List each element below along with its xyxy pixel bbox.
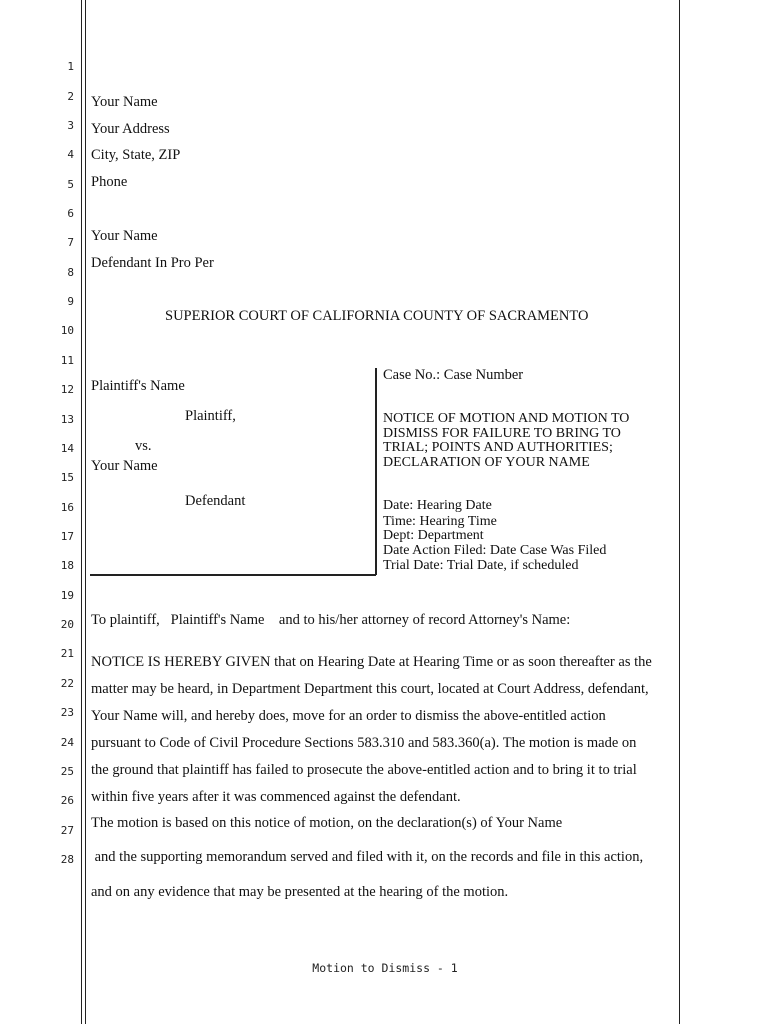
trial-date: Trial Date: Trial Date, if scheduled xyxy=(383,558,579,573)
line-number: 9 xyxy=(67,295,74,308)
court-title: SUPERIOR COURT OF CALIFORNIA COUNTY OF SACRAMENTO xyxy=(165,308,589,324)
caption-divider-vertical xyxy=(375,368,377,575)
line-number: 14 xyxy=(60,442,74,455)
line-number: 3 xyxy=(67,119,74,132)
line-number: 5 xyxy=(67,178,74,191)
party-address: Your Address xyxy=(91,121,170,137)
hearing-dept: Dept: Department xyxy=(383,528,484,543)
case-number: Case No.: Case Number xyxy=(383,367,524,383)
line-number: 12 xyxy=(60,383,74,396)
party-name-2: Your Name xyxy=(91,228,158,244)
line-number: 17 xyxy=(60,530,74,543)
line-number: 22 xyxy=(60,677,74,690)
line-number: 27 xyxy=(60,824,74,837)
salutation: To plaintiff, Plaintiff's Name and to his/her attorney of record Attorney's Name: xyxy=(91,612,571,628)
line-number: 20 xyxy=(60,618,74,631)
line-number: 24 xyxy=(60,736,74,749)
notice-line: the ground that plaintiff has failed to prosecute the above-entitled action and to bring it to trial xyxy=(91,762,637,778)
line-number: 13 xyxy=(60,413,74,426)
basis-line: and the supporting memorandum served and filed with it, on the records and file in this action, xyxy=(91,849,644,865)
hearing-date: Date: Hearing Date xyxy=(383,498,492,513)
line-number: 18 xyxy=(60,559,74,572)
line-number: 10 xyxy=(60,324,74,337)
notice-line: pursuant to Code of Civil Procedure Sections 583.310 and 583.360(a). The motion is made on xyxy=(91,735,637,751)
margin-rule-right xyxy=(679,0,680,1024)
party-city: City, State, ZIP xyxy=(91,147,181,163)
notice-line: within five years after it was commenced against the defendant. xyxy=(91,789,461,805)
hearing-time: Time: Hearing Time xyxy=(383,514,497,529)
line-number: 1 xyxy=(67,60,74,73)
defendant-name: Your Name xyxy=(91,458,158,474)
defendant-label: Defendant xyxy=(185,493,246,509)
document-title-line: NOTICE OF MOTION AND MOTION TO xyxy=(383,411,630,426)
line-number: 15 xyxy=(60,471,74,484)
line-number: 23 xyxy=(60,706,74,719)
line-number: 11 xyxy=(60,354,74,367)
line-number: 28 xyxy=(60,853,74,866)
line-number: 16 xyxy=(60,501,74,514)
line-number: 19 xyxy=(60,589,74,602)
document-title-line: TRIAL; POINTS AND AUTHORITIES; xyxy=(383,440,613,455)
party-role: Defendant In Pro Per xyxy=(91,255,214,271)
margin-rule-left-outer xyxy=(81,0,82,1024)
line-number: 6 xyxy=(67,207,74,220)
date-action-filed: Date Action Filed: Date Case Was Filed xyxy=(383,543,607,558)
document-title-line: DECLARATION OF YOUR NAME xyxy=(383,455,590,470)
notice-line: matter may be heard, in Department Department this court, located at Court Address, defendant, xyxy=(91,681,649,697)
margin-rule-left-inner xyxy=(85,0,86,1024)
plaintiff-label: Plaintiff, xyxy=(185,408,236,424)
line-number: 7 xyxy=(67,236,74,249)
plaintiff-name: Plaintiff's Name xyxy=(91,378,185,394)
party-phone: Phone xyxy=(91,174,128,190)
caption-divider-horizontal xyxy=(90,574,376,576)
line-number: 25 xyxy=(60,765,74,778)
notice-line: NOTICE IS HEREBY GIVEN that on Hearing Date at Hearing Time or as soon thereafter as the xyxy=(91,654,652,670)
basis-line: and on any evidence that may be presented at the hearing of the motion. xyxy=(91,884,509,900)
document-title-line: DISMISS FOR FAILURE TO BRING TO xyxy=(383,426,621,441)
line-number: 4 xyxy=(67,148,74,161)
basis-line: The motion is based on this notice of motion, on the declaration(s) of Your Name xyxy=(91,815,563,831)
line-number: 26 xyxy=(60,794,74,807)
line-number: 8 xyxy=(67,266,74,279)
line-number: 2 xyxy=(67,90,74,103)
versus-label: vs. xyxy=(135,438,152,454)
line-number: 21 xyxy=(60,647,74,660)
notice-line: Your Name will, and hereby does, move for an order to dismiss the above-entitled action xyxy=(91,708,606,724)
party-name: Your Name xyxy=(91,94,158,110)
page-footer: Motion to Dismiss - 1 xyxy=(312,961,458,975)
